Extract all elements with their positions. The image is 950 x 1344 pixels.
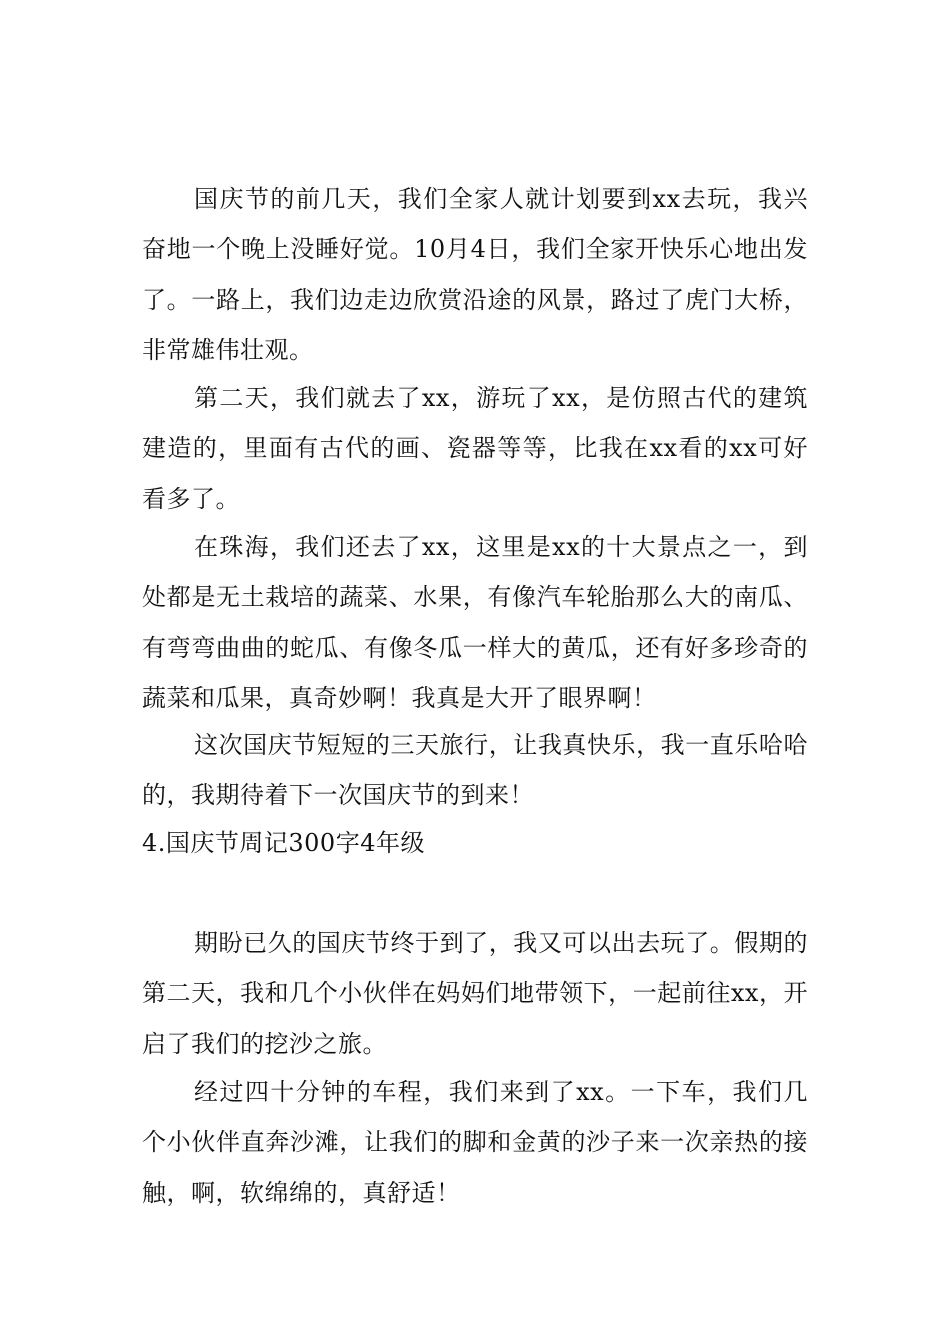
paragraph: 经过四十分钟的车程，我们来到了xx。一下车，我们几个小伙伴直奔沙滩，让我们的脚和金黄的沙子来一次亲热的接触，啊，软绵绵的，真舒适！ <box>142 1078 808 1207</box>
section-heading: 4.国庆节周记300字4年级 <box>142 829 425 857</box>
paragraph: 第二天，我们就去了xx，游玩了xx，是仿照古代的建筑建造的，里面有古代的画、瓷器等等，比我在xx看的xx可好看多了。 <box>142 384 808 513</box>
paragraph: 在珠海，我们还去了xx，这里是xx的十大景点之一，到处都是无土栽培的蔬菜、水果，有像汽车轮胎那么大的南瓜、有弯弯曲曲的蛇瓜、有像冬瓜一样大的黄瓜，还有好多珍奇的蔬菜和瓜果，真奇妙啊！我真是大开了眼界啊！ <box>142 533 808 713</box>
paragraph: 这次国庆节短短的三天旅行，让我真快乐，我一直乐哈哈的，我期待着下一次国庆节的到来！ <box>142 731 808 810</box>
paragraph: 国庆节的前几天，我们全家人就计划要到xx去玩，我兴奋地一个晚上没睡好觉。10月4日，我们全家开快乐心地出发了。一路上，我们边走边欣赏沿途的风景，路过了虎门大桥，非常雄伟壮观。 <box>142 185 808 365</box>
paragraph: 期盼已久的国庆节终于到了，我又可以出去玩了。假期的第二天，我和几个小伙伴在妈妈们地带领下，一起前往xx，开启了我们的挖沙之旅。 <box>142 929 808 1058</box>
